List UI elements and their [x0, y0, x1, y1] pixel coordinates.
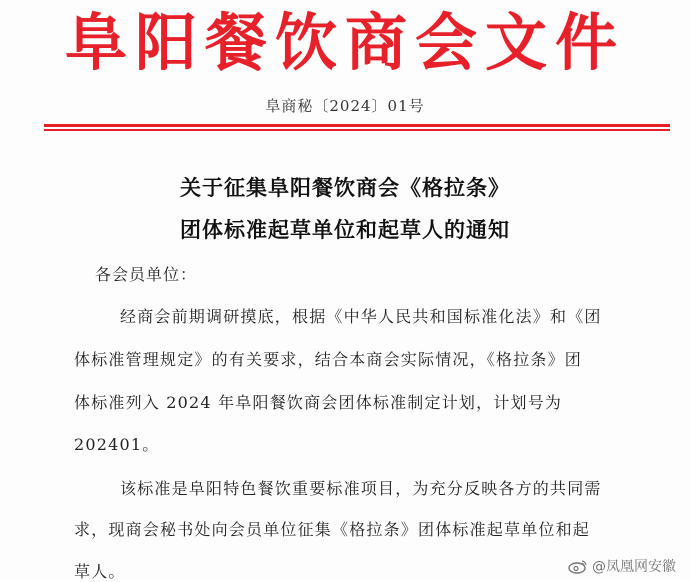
body-line: 经商会前期调研摸底，根据《中华人民共和国标准化法》和《团 — [120, 307, 602, 326]
header-red-rule-thick — [44, 124, 670, 127]
watermark — [568, 556, 676, 576]
watermark-text: @凤凰网安徽 — [592, 559, 676, 575]
body-line: 体标准管理规定》的有关要求，结合本商会实际情况，《格拉条》团 — [74, 350, 583, 369]
document-header-title: 阜阳餐饮商会文件 — [64, 6, 625, 79]
salutation: 各会员单位： — [95, 265, 198, 284]
body-line: 求，现商会秘书处向会员单位征集《格拉条》团体标准起草单位和起 — [74, 520, 591, 539]
body-line: 草人。 — [74, 562, 126, 581]
body-line: 202401。 — [74, 435, 160, 454]
header-red-rule-thin — [44, 129, 670, 131]
document-number: 阜商秘〔2024〕01号 — [265, 97, 425, 115]
notice-title-line-1: 关于征集阜阳餐饮商会《格拉条》 — [180, 175, 510, 200]
notice-title-line-2: 团体标准起草单位和起草人的通知 — [180, 217, 510, 242]
body-line: 体标准列入 2024 年阜阳餐饮商会团体标准制定计划，计划号为 — [74, 393, 563, 412]
body-line: 该标准是阜阳特色餐饮重要标准项目，为充分反映各方的共同需 — [120, 479, 602, 498]
weibo-icon — [568, 558, 588, 574]
